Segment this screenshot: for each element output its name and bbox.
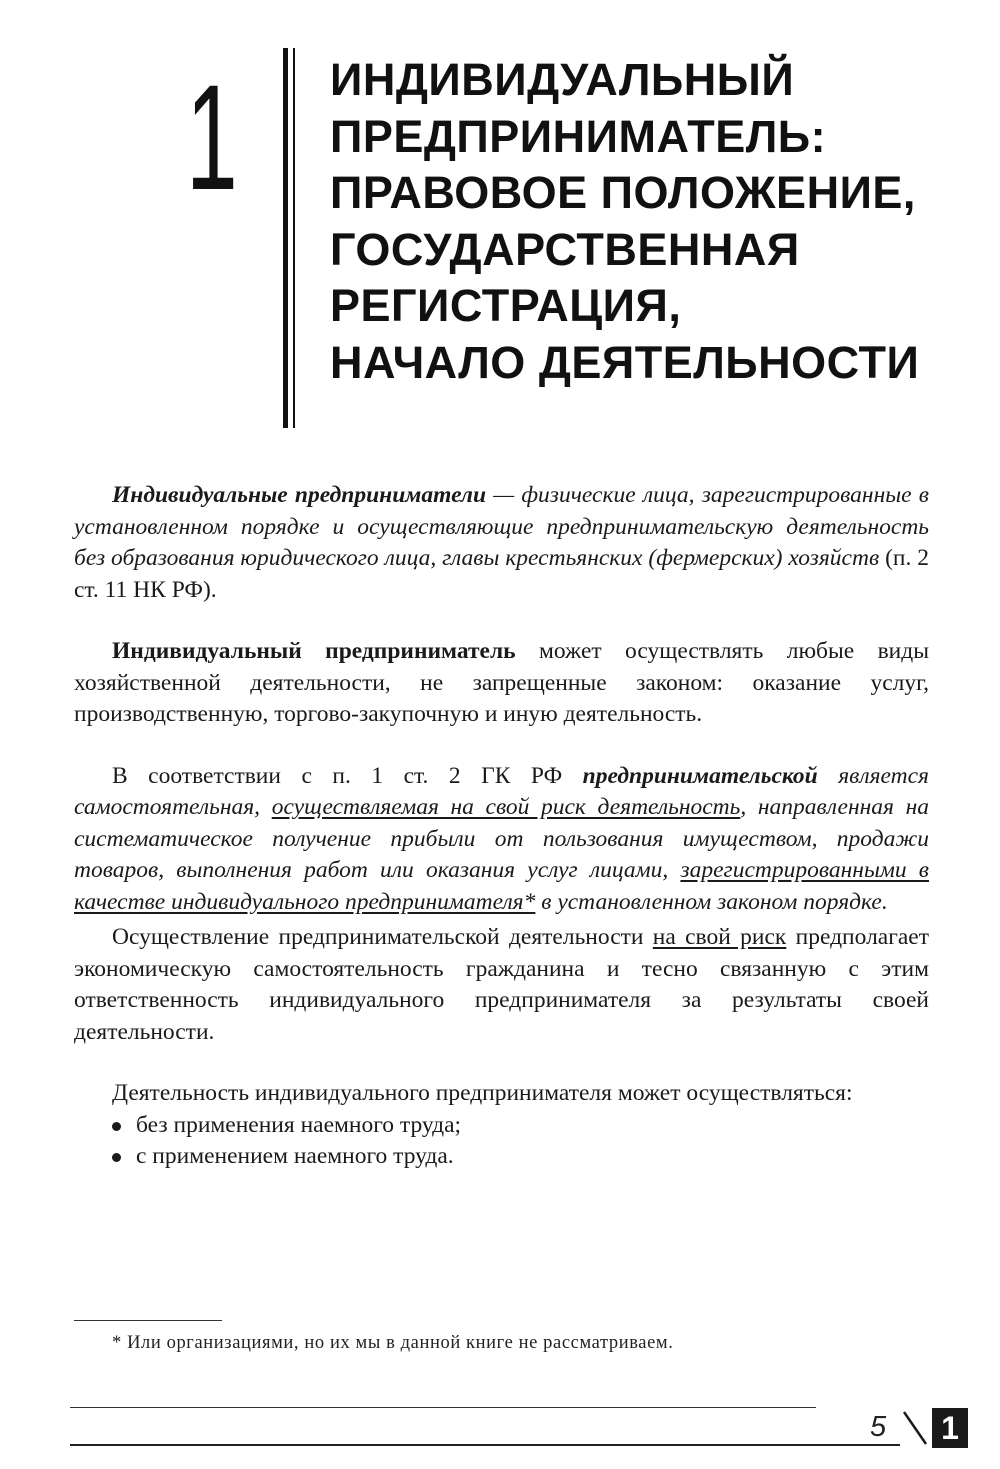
paragraph-definition [74, 480, 929, 606]
header-rule-thin [293, 48, 295, 428]
footnote-rule [74, 1320, 222, 1321]
bullet-icon [112, 1122, 121, 1131]
body-text [74, 480, 929, 1173]
list-item-text: без применения наемного труда; [136, 1111, 462, 1138]
paragraph-labor: Деятельность индивидуального предпринимателя может осуществляться: [112, 1080, 853, 1106]
paragraph-text: является самостоятельная, [74, 762, 929, 820]
underlined-phrase: зарегистрированными в качестве индивидуального предпринимателя* [74, 857, 929, 915]
header-rule-thick [283, 48, 288, 428]
paragraph-text: может осуществлять любые виды хозяйственной деятельности, не запрещенные законом: оказание услуг, производственную, торгово-закупочную и иную деятельность. [74, 638, 929, 727]
chapter-number: 1 [186, 53, 238, 221]
chapter-box: 1 [932, 1408, 968, 1448]
chapter-title-line: НАЧАЛО ДЕЯТЕЛЬНОСТИ [330, 336, 920, 388]
paragraph-text: предполагает экономическую самостоятельность гражданина и тесно связанную с этим ответственность индивидуального предпринимателя за результаты своей деятельности. [74, 924, 929, 1045]
paragraph-text: в установленном законом порядке. [535, 888, 888, 915]
underlined-phrase: осуществляемая на свой риск деятельность [271, 794, 741, 820]
term-individual-entrepreneurs: Индивидуальные предприниматели [112, 482, 487, 508]
chapter-title-line: ГОСУДАРСТВЕННАЯ [330, 223, 800, 275]
footer-rule-lower [70, 1444, 900, 1446]
list-item [112, 1141, 929, 1173]
list-item [112, 1110, 929, 1142]
paragraph-intro: В соответствии с п. 1 ст. 2 ГК РФ [112, 762, 583, 789]
page-number: 5 [870, 1411, 887, 1443]
list-item-text: с применением наемного труда. [136, 1143, 454, 1169]
chapter-title [330, 52, 990, 391]
page-slash-icon [902, 1408, 928, 1446]
paragraph-text: Осуществление предпринимательской деятельности [112, 924, 653, 950]
definition-text: — физические лица, зарегистрированные в установленном порядке и осуществляющие предпринимательскую деятельность без образования юридического лица, главы крестьянских (фермерских) хозяйств [74, 482, 929, 571]
paragraph-risk [74, 922, 929, 1048]
footer-rule-upper [70, 1407, 816, 1408]
paragraph-activities [74, 636, 929, 731]
chapter-title-line: ПРАВОВОЕ ПОЛОЖЕНИЕ, [330, 167, 916, 218]
footnote: * Или организациями, но их мы в данной книге не рассматриваем. [112, 1333, 674, 1353]
paragraph-civil-code [74, 761, 929, 919]
bullet-icon [112, 1153, 121, 1162]
underlined-phrase: на свой риск [652, 924, 787, 950]
chapter-title-line: ПРЕДПРИНИМАТЕЛЬ: [330, 110, 827, 162]
chapter-title-line: РЕГИСТРАЦИЯ, [330, 280, 682, 331]
legal-reference: (п. 2 ст. 11 НК РФ). [74, 545, 930, 603]
term-individual-entrepreneur: Индивидуальный предприниматель [112, 638, 516, 664]
chapter-title-line: ИНДИВИДУАЛЬНЫЙ [330, 54, 795, 105]
paragraph-text: , направленная на систематическое получение прибыли от пользования имуществом, продажи товаров, выполнения работ или оказания услуг лицами, [74, 794, 929, 883]
bullet-list [74, 1110, 929, 1173]
term-entrepreneurial: предпринимательской [582, 762, 818, 789]
